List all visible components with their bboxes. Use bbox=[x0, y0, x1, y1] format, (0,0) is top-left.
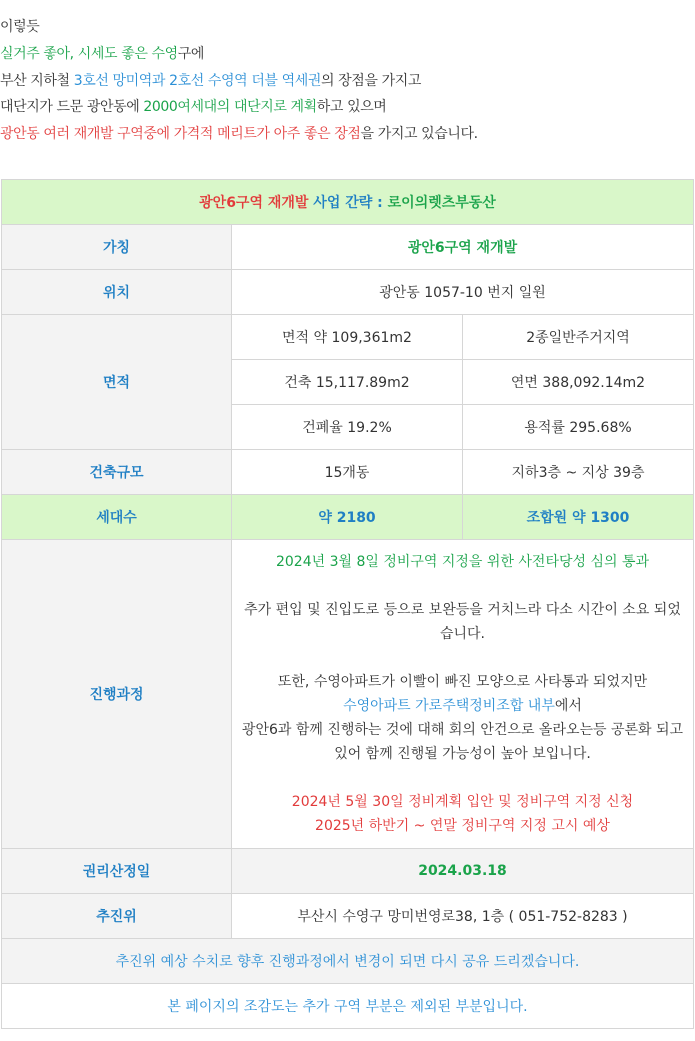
table-row-progress bbox=[2, 540, 694, 849]
area-coverage: 건폐율 19.2% bbox=[232, 405, 463, 450]
intro-line-4-highlight: 2000여세대의 대단지로 계획 bbox=[143, 99, 317, 116]
table-row-scale bbox=[2, 450, 694, 495]
footer-note-2: 본 페이지의 조감도는 추가 구역 부분은 제외된 부분입니다. bbox=[2, 984, 694, 1029]
location-value: 광안동 1057-10 번지 일원 bbox=[232, 270, 694, 315]
table-title bbox=[2, 180, 694, 225]
intro-line-5 bbox=[0, 121, 695, 148]
area-far: 용적률 295.68% bbox=[463, 405, 694, 450]
title-middle: 사업 간략 : bbox=[308, 195, 388, 211]
intro-line-4-b: 하고 있으며 bbox=[316, 99, 387, 116]
intro-line-2 bbox=[0, 41, 695, 68]
scale-floors: 지하3층 ~ 지상 39층 bbox=[463, 450, 694, 495]
area-zoning: 2종일반주거지역 bbox=[463, 315, 694, 360]
households-total: 약 2180 bbox=[232, 495, 463, 540]
progress-content bbox=[232, 540, 694, 849]
intro-line-2-rest: 구에 bbox=[177, 45, 204, 62]
scale-label: 건축규모 bbox=[2, 450, 232, 495]
intro-line-3-highlight: 3호선 망미역과 2호선 수영역 더블 역세권 bbox=[73, 72, 321, 89]
table-title-row bbox=[2, 180, 694, 225]
intro-line-3-b: 의 장점을 가지고 bbox=[320, 72, 421, 89]
location-label: 위치 bbox=[2, 270, 232, 315]
table-row-committee bbox=[2, 894, 694, 939]
table-row-name bbox=[2, 225, 694, 270]
scale-buildings: 15개동 bbox=[232, 450, 463, 495]
progress-item-7: 2025년 하반기 ~ 연말 정비구역 지정 고시 예상 bbox=[315, 818, 610, 834]
progress-item-5: 광안6과 함께 진행하는 것에 대해 회의 안건으로 올라오는등 공론화 되고 있어 함께 진행될 가능성이 높아 보입니다. bbox=[241, 722, 684, 762]
progress-item-1: 2024년 3월 8일 정비구역 지정을 위한 사전타당성 심의 통과 bbox=[275, 554, 650, 570]
progress-item-4-highlight: 수영아파트 가로주택정비조합 내부 bbox=[343, 698, 555, 714]
intro-line-4-a: 대단지가 드문 광안동에 bbox=[0, 99, 144, 116]
households-members: 조합원 약 1300 bbox=[463, 495, 694, 540]
project-summary-table bbox=[1, 179, 694, 1029]
table-row-area-1 bbox=[2, 315, 694, 360]
intro-line-1-text: 이렇듯 bbox=[0, 19, 40, 35]
intro-line-5-b: 을 가지고 있습니다. bbox=[360, 126, 478, 143]
table-row-footer-2 bbox=[2, 984, 694, 1029]
progress-item-2: 추가 편입 및 진입도로 등으로 보완등을 거치느라 다소 시간이 소요 되었습니다. bbox=[244, 602, 681, 642]
intro-line-1 bbox=[0, 14, 695, 41]
table-row-footer-1 bbox=[2, 939, 694, 984]
intro-line-5-highlight: 광안동 여러 재개발 구역중에 가격적 메리트가 아주 좋은 장점 bbox=[0, 126, 361, 143]
area-floor-total: 연면 388,092.14m2 bbox=[463, 360, 694, 405]
area-site: 면적 약 109,361m2 bbox=[232, 315, 463, 360]
intro-text bbox=[0, 14, 695, 148]
intro-line-3 bbox=[0, 68, 695, 95]
title-agency: 로이의렛츠부동산 bbox=[387, 195, 496, 211]
progress-item-4 bbox=[240, 694, 685, 718]
intro-line-3-a: 부산 지하철 bbox=[0, 72, 74, 89]
committee-value: 부산시 수영구 망미번영로38, 1층 ( 051-752-8283 ) bbox=[232, 894, 694, 939]
rights-label: 권리산정일 bbox=[2, 849, 232, 894]
progress-item-6: 2024년 5월 30일 정비계획 입안 및 정비구역 지정 신청 bbox=[291, 794, 634, 810]
area-label: 면적 bbox=[2, 315, 232, 450]
progress-item-4-rest: 에서 bbox=[554, 698, 582, 714]
footer-note-1: 추진위 예상 수치로 향후 진행과정에서 변경이 되면 다시 공유 드리겠습니다. bbox=[2, 939, 694, 984]
name-label: 가칭 bbox=[2, 225, 232, 270]
households-label: 세대수 bbox=[2, 495, 232, 540]
intro-line-4 bbox=[0, 94, 695, 121]
progress-label: 진행과정 bbox=[2, 540, 232, 849]
rights-value: 2024.03.18 bbox=[232, 849, 694, 894]
table-row-households bbox=[2, 495, 694, 540]
name-value: 광안6구역 재개발 bbox=[232, 225, 694, 270]
title-project: 광안6구역 재개발 bbox=[199, 195, 309, 211]
intro-line-2-highlight: 실거주 좋아, 시세도 좋은 수영 bbox=[0, 45, 178, 62]
committee-label: 추진위 bbox=[2, 894, 232, 939]
table-row-location bbox=[2, 270, 694, 315]
table-row-rights-date bbox=[2, 849, 694, 894]
area-building: 건축 15,117.89m2 bbox=[232, 360, 463, 405]
progress-item-3: 또한, 수영아파트가 이빨이 빠진 모양으로 사타통과 되었지만 bbox=[277, 674, 648, 690]
